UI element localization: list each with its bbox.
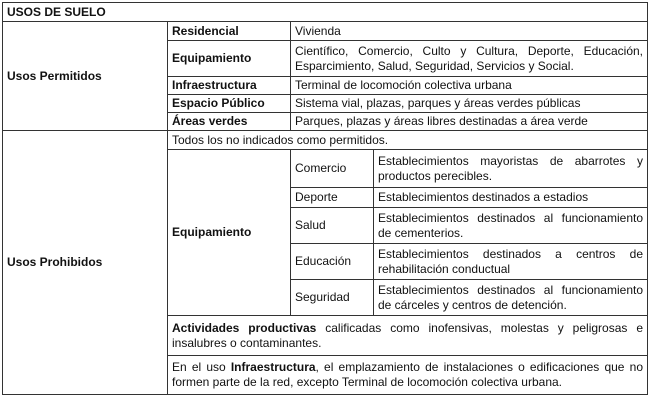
table-row [3, 131, 648, 150]
equipamiento-type: Deporte [291, 188, 374, 208]
permitted-value: Vivienda [291, 22, 648, 41]
title-row [3, 3, 648, 22]
infrastructure-term: Infraestructura [230, 360, 316, 374]
prohibited-productive-activities [168, 316, 648, 356]
permitted-category: Infraestructura [168, 77, 291, 95]
table-title: USOS DE SUELO [3, 3, 648, 22]
permitted-value: Científico, Comercio, Culto y Cultura, Deporte, Educación, Esparcimiento, Salud, Seguridad, Servicios y Social. [291, 41, 648, 77]
permitted-value: Terminal de locomoción colectiva urbana [291, 77, 648, 95]
permitted-category: Residencial [168, 22, 291, 41]
equipamiento-type: Seguridad [291, 280, 374, 316]
permitted-category: Espacio Público [168, 95, 291, 113]
infrastructure-text: , el emplazamiento de instalaciones o edificaciones que no formen parte de la red, excepto Terminal de locomoción colectiva urbana. [172, 360, 643, 389]
prohibited-equipamiento-label: Equipamiento [168, 150, 291, 316]
table-row [3, 22, 648, 41]
infrastructure-prefix: En el uso [172, 360, 231, 374]
prohibited-uses-label: Usos Prohibidos [3, 131, 168, 395]
permitted-value: Parques, plazas y áreas libres destinadas a área verde [291, 113, 648, 131]
equipamiento-value: Establecimientos destinados al funcionamiento de cárceles y centros de detención. [374, 280, 648, 316]
equipamiento-value: Establecimientos destinados al funcionamiento de cementerios. [374, 208, 648, 244]
land-use-table [2, 2, 648, 395]
equipamiento-value: Establecimientos destinados a estadios [374, 188, 648, 208]
productive-activities-text: calificadas como inofensivas, molestas y peligrosas e insalubres o contaminantes. [172, 320, 643, 350]
equipamiento-type: Salud [291, 208, 374, 244]
equipamiento-value: Establecimientos destinados a centros de rehabilitación conductual [374, 244, 648, 280]
productive-activities-term: Actividades productivas [172, 320, 317, 335]
permitted-category: Equipamiento [168, 41, 291, 77]
equipamiento-type: Comercio [291, 150, 374, 188]
permitted-category: Áreas verdes [168, 113, 291, 131]
permitted-value: Sistema vial, plazas, parques y áreas verdes públicas [291, 95, 648, 113]
prohibited-infrastructure [168, 356, 648, 395]
prohibited-general: Todos los no indicados como permitidos. [168, 131, 648, 150]
equipamiento-value: Establecimientos mayoristas de abarrotes y productos perecibles. [374, 150, 648, 188]
permitted-uses-label: Usos Permitidos [3, 22, 168, 131]
equipamiento-type: Educación [291, 244, 374, 280]
